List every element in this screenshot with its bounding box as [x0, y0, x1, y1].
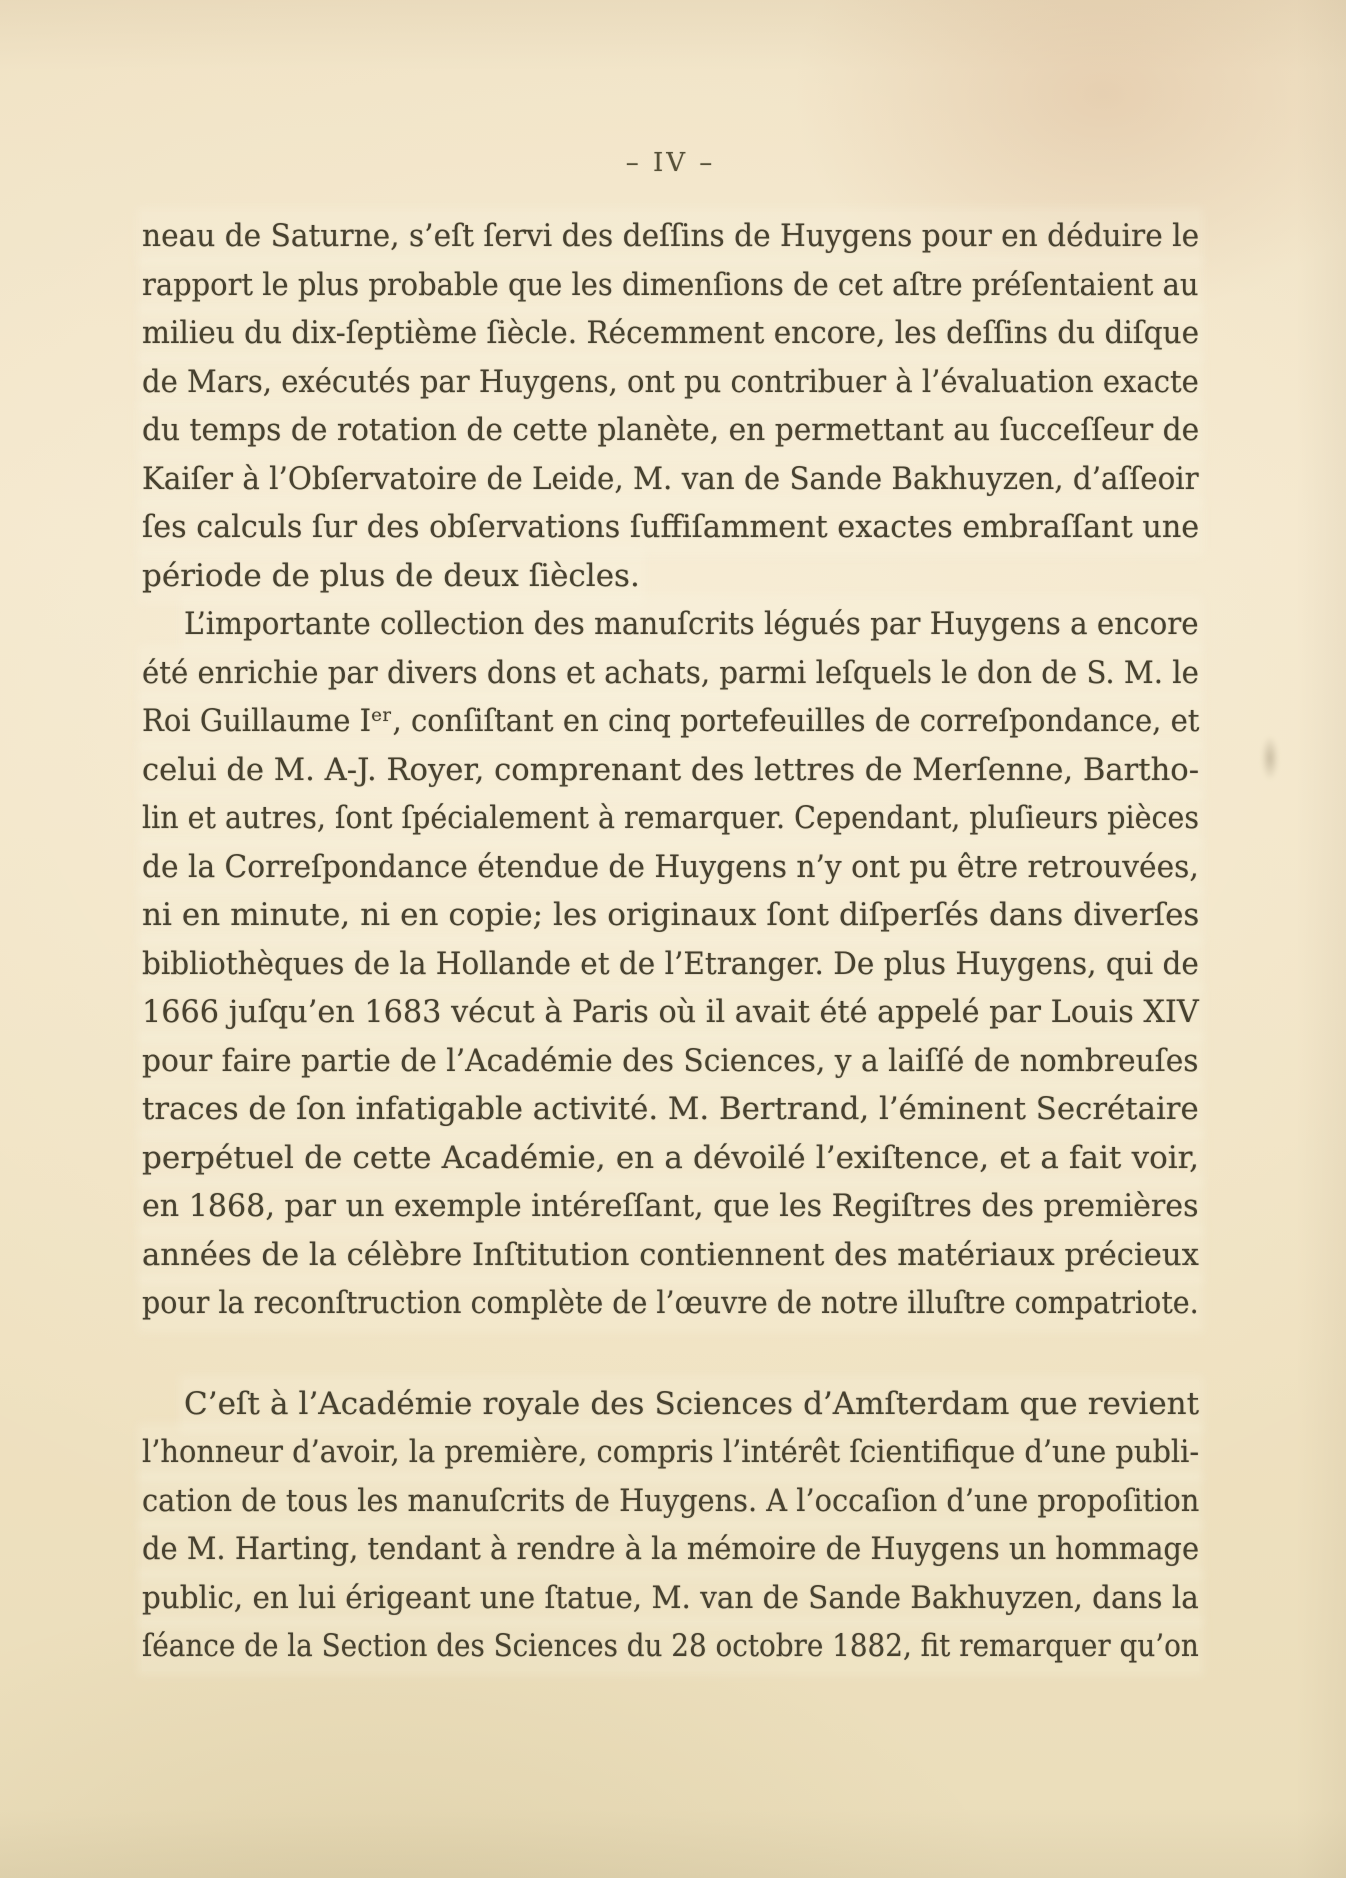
text-line: Roi Guillaume Iᵉʳ, conſiſtant en cinq portefeuilles de correſpondance, et: [142, 697, 1199, 746]
paragraph: [142, 1380, 1199, 1671]
text-line: lin et autres, ſont ſpécialement à remarquer. Cependant, pluſieurs pièces: [142, 794, 1199, 843]
text-line: celui de M. A-J. Royer, comprenant des lettres de Merſenne, Bartho-: [142, 746, 1199, 795]
text-line: période de plus de deux ſiècles.: [142, 552, 1199, 601]
text-line: perpétuel de cette Académie, en a dévoilé l’exiſtence, et a fait voir,: [142, 1134, 1199, 1183]
text-line: public, en lui érigeant une ſtatue, M. van de Sande Bakhuyzen, dans la: [142, 1574, 1199, 1623]
paper-edge-shade-right: [1296, 0, 1346, 1878]
ink-smudge: [1260, 732, 1280, 784]
text-block: [142, 212, 1199, 1671]
paper-edge-shade-bottom: [0, 1808, 1346, 1878]
text-line: Kaiſer à l’Obſervatoire de Leide, M. van de Sande Bakhuyzen, d’aſſeoir: [142, 455, 1199, 504]
text-line: du temps de rotation de cette planète, en permettant au ſucceſſeur de: [142, 406, 1199, 455]
text-line: de Mars, exécutés par Huygens, ont pu contribuer à l’évaluation exacte: [142, 358, 1199, 407]
text-line: 1666 juſqu’en 1683 vécut à Paris où il avait été appelé par Louis XIV: [142, 988, 1199, 1037]
text-line: pour faire partie de l’Académie des Sciences, y a laiſſé de nombreuſes: [142, 1037, 1199, 1086]
text-line: traces de ſon infatigable activité. M. Bertrand, l’éminent Secrétaire: [142, 1085, 1199, 1134]
text-line: l’honneur d’avoir, la première, compris l’intérêt ſcientifique d’une publi-: [142, 1428, 1199, 1477]
text-line: ſéance de la Section des Sciences du 28 octobre 1882, fit remarquer qu’on: [142, 1622, 1199, 1671]
text-line: années de la célèbre Inſtitution contiennent des matériaux précieux: [142, 1231, 1199, 1280]
text-line: ſes calculs ſur des obſervations ſuffiſamment exactes embraſſant une: [142, 503, 1199, 552]
text-line: pour la reconſtruction complète de l’œuvre de notre illuſtre compatriote.: [142, 1279, 1199, 1328]
paragraph: [142, 212, 1199, 600]
text-line: de M. Harting, tendant à rendre à la mémoire de Huygens un hommage: [142, 1525, 1199, 1574]
text-line: L’importante collection des manuſcrits légués par Huygens a encore: [142, 600, 1199, 649]
page-number: – IV –: [625, 148, 716, 178]
text-line: bibliothèques de la Hollande et de l’Etranger. De plus Huygens, qui de: [142, 940, 1199, 989]
text-line: neau de Saturne, s’eſt ſervi des deſſins de Huygens pour en déduire le: [142, 212, 1199, 261]
text-line: milieu du dix-ſeptième ſiècle. Récemment encore, les deſſins du diſque: [142, 309, 1199, 358]
text-line: en 1868, par un exemple intéreſſant, que les Regiſtres des premières: [142, 1182, 1199, 1231]
text-line: rapport le plus probable que les dimenſions de cet aſtre préſentaient au: [142, 261, 1199, 310]
text-line: cation de tous les manuſcrits de Huygens. A l’occaſion d’une propoſition: [142, 1477, 1199, 1526]
text-line: C’eſt à l’Académie royale des Sciences d’Amſterdam que revient: [142, 1380, 1199, 1429]
text-line: ni en minute, ni en copie; les originaux ſont diſperſés dans diverſes: [142, 891, 1199, 940]
text-line: de la Correſpondance étendue de Huygens n’y ont pu être retrouvées,: [142, 843, 1199, 892]
text-line: été enrichie par divers dons et achats, parmi leſquels le don de S. M. le: [142, 649, 1199, 698]
paragraph: [142, 600, 1199, 1328]
